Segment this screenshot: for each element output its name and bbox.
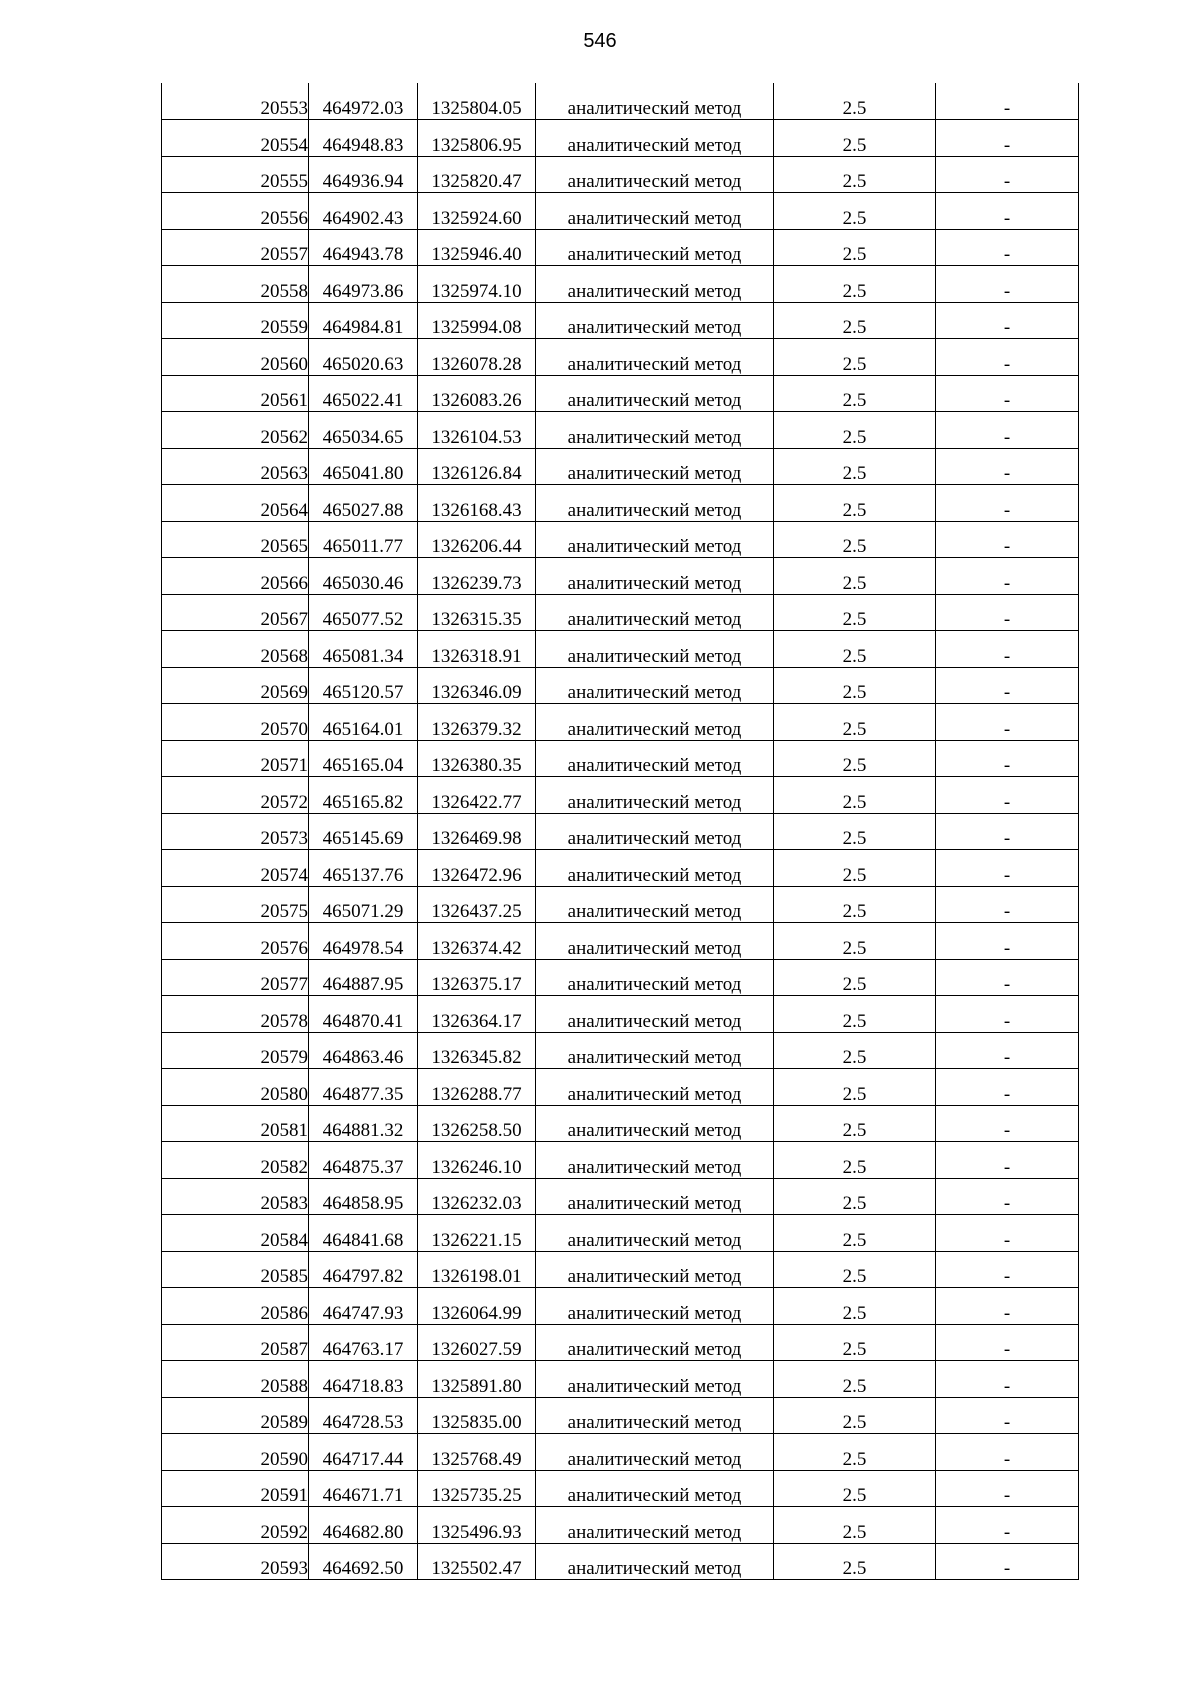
y-coordinate-cell: 1326345.82 — [418, 1032, 536, 1069]
point-number-cell: 20579 — [162, 1032, 309, 1069]
table-row — [162, 1251, 1079, 1288]
x-coordinate-cell: 464948.83 — [309, 120, 418, 157]
point-number-cell: 20557 — [162, 229, 309, 266]
point-number-cell: 20559 — [162, 302, 309, 339]
note-cell: - — [936, 266, 1079, 303]
method-cell: аналитический метод — [536, 704, 774, 741]
point-number-cell: 20571 — [162, 740, 309, 777]
point-number-cell: 20589 — [162, 1397, 309, 1434]
y-coordinate-cell: 1325946.40 — [418, 229, 536, 266]
method-cell: аналитический метод — [536, 1434, 774, 1471]
accuracy-cell: 2.5 — [774, 448, 936, 485]
method-cell: аналитический метод — [536, 1470, 774, 1507]
method-cell: аналитический метод — [536, 1507, 774, 1544]
note-cell: - — [936, 631, 1079, 668]
method-cell: аналитический метод — [536, 120, 774, 157]
note-cell: - — [936, 193, 1079, 230]
point-number-cell: 20584 — [162, 1215, 309, 1252]
x-coordinate-cell: 465071.29 — [309, 886, 418, 923]
note-cell: - — [936, 448, 1079, 485]
x-coordinate-cell: 465027.88 — [309, 485, 418, 522]
accuracy-cell: 2.5 — [774, 521, 936, 558]
method-cell: аналитический метод — [536, 193, 774, 230]
point-number-cell: 20568 — [162, 631, 309, 668]
y-coordinate-cell: 1325496.93 — [418, 1507, 536, 1544]
point-number-cell: 20555 — [162, 156, 309, 193]
x-coordinate-cell: 465041.80 — [309, 448, 418, 485]
point-number-cell: 20565 — [162, 521, 309, 558]
x-coordinate-cell: 465022.41 — [309, 375, 418, 412]
method-cell: аналитический метод — [536, 83, 774, 120]
note-cell: - — [936, 1178, 1079, 1215]
note-cell: - — [936, 156, 1079, 193]
x-coordinate-cell: 464671.71 — [309, 1470, 418, 1507]
coordinates-table-body — [162, 83, 1079, 1580]
table-row — [162, 1361, 1079, 1398]
note-cell: - — [936, 923, 1079, 960]
x-coordinate-cell: 464728.53 — [309, 1397, 418, 1434]
accuracy-cell: 2.5 — [774, 1032, 936, 1069]
method-cell: аналитический метод — [536, 1178, 774, 1215]
y-coordinate-cell: 1326258.50 — [418, 1105, 536, 1142]
table-row — [162, 558, 1079, 595]
method-cell: аналитический метод — [536, 813, 774, 850]
point-number-cell: 20577 — [162, 959, 309, 996]
y-coordinate-cell: 1326364.17 — [418, 996, 536, 1033]
accuracy-cell: 2.5 — [774, 1288, 936, 1325]
method-cell: аналитический метод — [536, 558, 774, 595]
point-number-cell: 20558 — [162, 266, 309, 303]
accuracy-cell: 2.5 — [774, 1069, 936, 1106]
accuracy-cell: 2.5 — [774, 302, 936, 339]
x-coordinate-cell: 465081.34 — [309, 631, 418, 668]
method-cell: аналитический метод — [536, 1032, 774, 1069]
point-number-cell: 20574 — [162, 850, 309, 887]
page-number: 546 — [583, 30, 617, 52]
y-coordinate-cell: 1325835.00 — [418, 1397, 536, 1434]
point-number-cell: 20556 — [162, 193, 309, 230]
x-coordinate-cell: 464972.03 — [309, 83, 418, 120]
x-coordinate-cell: 464863.46 — [309, 1032, 418, 1069]
point-number-cell: 20586 — [162, 1288, 309, 1325]
note-cell: - — [936, 302, 1079, 339]
method-cell: аналитический метод — [536, 521, 774, 558]
accuracy-cell: 2.5 — [774, 1397, 936, 1434]
note-cell: - — [936, 1069, 1079, 1106]
y-coordinate-cell: 1326239.73 — [418, 558, 536, 595]
x-coordinate-cell: 465145.69 — [309, 813, 418, 850]
accuracy-cell: 2.5 — [774, 412, 936, 449]
note-cell: - — [936, 1361, 1079, 1398]
point-number-cell: 20585 — [162, 1251, 309, 1288]
x-coordinate-cell: 465165.82 — [309, 777, 418, 814]
table-row — [162, 1324, 1079, 1361]
y-coordinate-cell: 1325806.95 — [418, 120, 536, 157]
accuracy-cell: 2.5 — [774, 740, 936, 777]
accuracy-cell: 2.5 — [774, 594, 936, 631]
accuracy-cell: 2.5 — [774, 777, 936, 814]
note-cell: - — [936, 813, 1079, 850]
accuracy-cell: 2.5 — [774, 339, 936, 376]
note-cell: - — [936, 886, 1079, 923]
point-number-cell: 20581 — [162, 1105, 309, 1142]
table-row — [162, 83, 1079, 120]
table-row — [162, 1507, 1079, 1544]
x-coordinate-cell: 465164.01 — [309, 704, 418, 741]
accuracy-cell: 2.5 — [774, 1178, 936, 1215]
note-cell: - — [936, 339, 1079, 376]
table-row — [162, 631, 1079, 668]
accuracy-cell: 2.5 — [774, 229, 936, 266]
table-row — [162, 667, 1079, 704]
point-number-cell: 20570 — [162, 704, 309, 741]
point-number-cell: 20583 — [162, 1178, 309, 1215]
point-number-cell: 20567 — [162, 594, 309, 631]
method-cell: аналитический метод — [536, 996, 774, 1033]
y-coordinate-cell: 1326206.44 — [418, 521, 536, 558]
method-cell: аналитический метод — [536, 667, 774, 704]
x-coordinate-cell: 464870.41 — [309, 996, 418, 1033]
table-row — [162, 923, 1079, 960]
method-cell: аналитический метод — [536, 594, 774, 631]
note-cell: - — [936, 1142, 1079, 1179]
y-coordinate-cell: 1326104.53 — [418, 412, 536, 449]
point-number-cell: 20566 — [162, 558, 309, 595]
table-row — [162, 193, 1079, 230]
note-cell: - — [936, 1507, 1079, 1544]
x-coordinate-cell: 464936.94 — [309, 156, 418, 193]
table-row — [162, 813, 1079, 850]
method-cell: аналитический метод — [536, 740, 774, 777]
method-cell: аналитический метод — [536, 1288, 774, 1325]
table-row — [162, 156, 1079, 193]
note-cell: - — [936, 521, 1079, 558]
method-cell: аналитический метод — [536, 886, 774, 923]
y-coordinate-cell: 1326064.99 — [418, 1288, 536, 1325]
table-row — [162, 1142, 1079, 1179]
method-cell: аналитический метод — [536, 1543, 774, 1580]
x-coordinate-cell: 464841.68 — [309, 1215, 418, 1252]
x-coordinate-cell: 465137.76 — [309, 850, 418, 887]
table-row — [162, 886, 1079, 923]
accuracy-cell: 2.5 — [774, 667, 936, 704]
x-coordinate-cell: 465011.77 — [309, 521, 418, 558]
y-coordinate-cell: 1325994.08 — [418, 302, 536, 339]
point-number-cell: 20561 — [162, 375, 309, 412]
x-coordinate-cell: 465030.46 — [309, 558, 418, 595]
y-coordinate-cell: 1326083.26 — [418, 375, 536, 412]
table-row — [162, 740, 1079, 777]
y-coordinate-cell: 1326126.84 — [418, 448, 536, 485]
accuracy-cell: 2.5 — [774, 1105, 936, 1142]
point-number-cell: 20578 — [162, 996, 309, 1033]
note-cell: - — [936, 1215, 1079, 1252]
note-cell: - — [936, 412, 1079, 449]
x-coordinate-cell: 465034.65 — [309, 412, 418, 449]
table-row — [162, 959, 1079, 996]
x-coordinate-cell: 464875.37 — [309, 1142, 418, 1179]
note-cell: - — [936, 375, 1079, 412]
method-cell: аналитический метод — [536, 412, 774, 449]
point-number-cell: 20593 — [162, 1543, 309, 1580]
note-cell: - — [936, 667, 1079, 704]
table-row — [162, 1032, 1079, 1069]
x-coordinate-cell: 464943.78 — [309, 229, 418, 266]
x-coordinate-cell: 464747.93 — [309, 1288, 418, 1325]
x-coordinate-cell: 464692.50 — [309, 1543, 418, 1580]
x-coordinate-cell: 464718.83 — [309, 1361, 418, 1398]
point-number-cell: 20569 — [162, 667, 309, 704]
x-coordinate-cell: 465077.52 — [309, 594, 418, 631]
accuracy-cell: 2.5 — [774, 120, 936, 157]
point-number-cell: 20580 — [162, 1069, 309, 1106]
note-cell: - — [936, 1105, 1079, 1142]
note-cell: - — [936, 1543, 1079, 1580]
note-cell: - — [936, 1324, 1079, 1361]
method-cell: аналитический метод — [536, 1069, 774, 1106]
method-cell: аналитический метод — [536, 631, 774, 668]
table-row — [162, 375, 1079, 412]
method-cell: аналитический метод — [536, 777, 774, 814]
method-cell: аналитический метод — [536, 156, 774, 193]
table-row — [162, 1069, 1079, 1106]
method-cell: аналитический метод — [536, 1361, 774, 1398]
y-coordinate-cell: 1326422.77 — [418, 777, 536, 814]
accuracy-cell: 2.5 — [774, 813, 936, 850]
method-cell: аналитический метод — [536, 1324, 774, 1361]
accuracy-cell: 2.5 — [774, 1434, 936, 1471]
table-row — [162, 302, 1079, 339]
x-coordinate-cell: 464887.95 — [309, 959, 418, 996]
table-row — [162, 1215, 1079, 1252]
point-number-cell: 20573 — [162, 813, 309, 850]
y-coordinate-cell: 1326375.17 — [418, 959, 536, 996]
method-cell: аналитический метод — [536, 485, 774, 522]
x-coordinate-cell: 464717.44 — [309, 1434, 418, 1471]
method-cell: аналитический метод — [536, 1251, 774, 1288]
y-coordinate-cell: 1326374.42 — [418, 923, 536, 960]
table-row — [162, 412, 1079, 449]
note-cell: - — [936, 996, 1079, 1033]
x-coordinate-cell: 464682.80 — [309, 1507, 418, 1544]
method-cell: аналитический метод — [536, 850, 774, 887]
note-cell: - — [936, 704, 1079, 741]
method-cell: аналитический метод — [536, 1397, 774, 1434]
method-cell: аналитический метод — [536, 1105, 774, 1142]
point-number-cell: 20560 — [162, 339, 309, 376]
y-coordinate-cell: 1326318.91 — [418, 631, 536, 668]
table-row — [162, 777, 1079, 814]
note-cell: - — [936, 850, 1079, 887]
method-cell: аналитический метод — [536, 229, 774, 266]
accuracy-cell: 2.5 — [774, 1543, 936, 1580]
accuracy-cell: 2.5 — [774, 704, 936, 741]
y-coordinate-cell: 1326469.98 — [418, 813, 536, 850]
method-cell: аналитический метод — [536, 339, 774, 376]
note-cell: - — [936, 1032, 1079, 1069]
y-coordinate-cell: 1326472.96 — [418, 850, 536, 887]
y-coordinate-cell: 1326380.35 — [418, 740, 536, 777]
x-coordinate-cell: 465120.57 — [309, 667, 418, 704]
accuracy-cell: 2.5 — [774, 1142, 936, 1179]
y-coordinate-cell: 1326437.25 — [418, 886, 536, 923]
y-coordinate-cell: 1325735.25 — [418, 1470, 536, 1507]
y-coordinate-cell: 1326198.01 — [418, 1251, 536, 1288]
table-row — [162, 448, 1079, 485]
point-number-cell: 20562 — [162, 412, 309, 449]
note-cell: - — [936, 1397, 1079, 1434]
accuracy-cell: 2.5 — [774, 886, 936, 923]
x-coordinate-cell: 464763.17 — [309, 1324, 418, 1361]
note-cell: - — [936, 558, 1079, 595]
accuracy-cell: 2.5 — [774, 1470, 936, 1507]
table-row — [162, 1470, 1079, 1507]
y-coordinate-cell: 1325804.05 — [418, 83, 536, 120]
x-coordinate-cell: 464797.82 — [309, 1251, 418, 1288]
accuracy-cell: 2.5 — [774, 959, 936, 996]
note-cell: - — [936, 229, 1079, 266]
y-coordinate-cell: 1325974.10 — [418, 266, 536, 303]
point-number-cell: 20592 — [162, 1507, 309, 1544]
point-number-cell: 20590 — [162, 1434, 309, 1471]
x-coordinate-cell: 464902.43 — [309, 193, 418, 230]
y-coordinate-cell: 1326221.15 — [418, 1215, 536, 1252]
method-cell: аналитический метод — [536, 266, 774, 303]
point-number-cell: 20554 — [162, 120, 309, 157]
accuracy-cell: 2.5 — [774, 156, 936, 193]
table-row — [162, 996, 1079, 1033]
point-number-cell: 20576 — [162, 923, 309, 960]
method-cell: аналитический метод — [536, 302, 774, 339]
note-cell: - — [936, 959, 1079, 996]
table-row — [162, 594, 1079, 631]
method-cell: аналитический метод — [536, 375, 774, 412]
coordinates-table — [161, 83, 1079, 1580]
note-cell: - — [936, 1288, 1079, 1325]
note-cell: - — [936, 740, 1079, 777]
y-coordinate-cell: 1326168.43 — [418, 485, 536, 522]
x-coordinate-cell: 464973.86 — [309, 266, 418, 303]
x-coordinate-cell: 464978.54 — [309, 923, 418, 960]
accuracy-cell: 2.5 — [774, 996, 936, 1033]
accuracy-cell: 2.5 — [774, 923, 936, 960]
y-coordinate-cell: 1325502.47 — [418, 1543, 536, 1580]
note-cell: - — [936, 83, 1079, 120]
y-coordinate-cell: 1325891.80 — [418, 1361, 536, 1398]
accuracy-cell: 2.5 — [774, 1215, 936, 1252]
table-row — [162, 1288, 1079, 1325]
table-row — [162, 229, 1079, 266]
y-coordinate-cell: 1326078.28 — [418, 339, 536, 376]
accuracy-cell: 2.5 — [774, 485, 936, 522]
point-number-cell: 20588 — [162, 1361, 309, 1398]
table-row — [162, 1397, 1079, 1434]
point-number-cell: 20582 — [162, 1142, 309, 1179]
note-cell: - — [936, 120, 1079, 157]
y-coordinate-cell: 1325924.60 — [418, 193, 536, 230]
y-coordinate-cell: 1326246.10 — [418, 1142, 536, 1179]
table-row — [162, 1178, 1079, 1215]
table-row — [162, 1105, 1079, 1142]
point-number-cell: 20575 — [162, 886, 309, 923]
note-cell: - — [936, 1434, 1079, 1471]
accuracy-cell: 2.5 — [774, 83, 936, 120]
accuracy-cell: 2.5 — [774, 631, 936, 668]
table-row — [162, 1543, 1079, 1580]
accuracy-cell: 2.5 — [774, 1251, 936, 1288]
y-coordinate-cell: 1326346.09 — [418, 667, 536, 704]
table-row — [162, 521, 1079, 558]
point-number-cell: 20587 — [162, 1324, 309, 1361]
note-cell: - — [936, 485, 1079, 522]
point-number-cell: 20591 — [162, 1470, 309, 1507]
accuracy-cell: 2.5 — [774, 1361, 936, 1398]
accuracy-cell: 2.5 — [774, 375, 936, 412]
point-number-cell: 20553 — [162, 83, 309, 120]
x-coordinate-cell: 464881.32 — [309, 1105, 418, 1142]
method-cell: аналитический метод — [536, 959, 774, 996]
note-cell: - — [936, 1251, 1079, 1288]
accuracy-cell: 2.5 — [774, 1507, 936, 1544]
method-cell: аналитический метод — [536, 923, 774, 960]
method-cell: аналитический метод — [536, 448, 774, 485]
y-coordinate-cell: 1326027.59 — [418, 1324, 536, 1361]
accuracy-cell: 2.5 — [774, 1324, 936, 1361]
table-row — [162, 485, 1079, 522]
method-cell: аналитический метод — [536, 1142, 774, 1179]
point-number-cell: 20564 — [162, 485, 309, 522]
table-row — [162, 704, 1079, 741]
x-coordinate-cell: 464984.81 — [309, 302, 418, 339]
point-number-cell: 20563 — [162, 448, 309, 485]
accuracy-cell: 2.5 — [774, 266, 936, 303]
point-number-cell: 20572 — [162, 777, 309, 814]
x-coordinate-cell: 465020.63 — [309, 339, 418, 376]
table-row — [162, 120, 1079, 157]
y-coordinate-cell: 1326379.32 — [418, 704, 536, 741]
accuracy-cell: 2.5 — [774, 558, 936, 595]
note-cell: - — [936, 777, 1079, 814]
y-coordinate-cell: 1326315.35 — [418, 594, 536, 631]
note-cell: - — [936, 1470, 1079, 1507]
x-coordinate-cell: 464877.35 — [309, 1069, 418, 1106]
y-coordinate-cell: 1325820.47 — [418, 156, 536, 193]
note-cell: - — [936, 594, 1079, 631]
y-coordinate-cell: 1326232.03 — [418, 1178, 536, 1215]
accuracy-cell: 2.5 — [774, 193, 936, 230]
table-row — [162, 266, 1079, 303]
method-cell: аналитический метод — [536, 1215, 774, 1252]
x-coordinate-cell: 464858.95 — [309, 1178, 418, 1215]
table-row — [162, 339, 1079, 376]
y-coordinate-cell: 1325768.49 — [418, 1434, 536, 1471]
x-coordinate-cell: 465165.04 — [309, 740, 418, 777]
table-row — [162, 1434, 1079, 1471]
table-row — [162, 850, 1079, 887]
accuracy-cell: 2.5 — [774, 850, 936, 887]
y-coordinate-cell: 1326288.77 — [418, 1069, 536, 1106]
